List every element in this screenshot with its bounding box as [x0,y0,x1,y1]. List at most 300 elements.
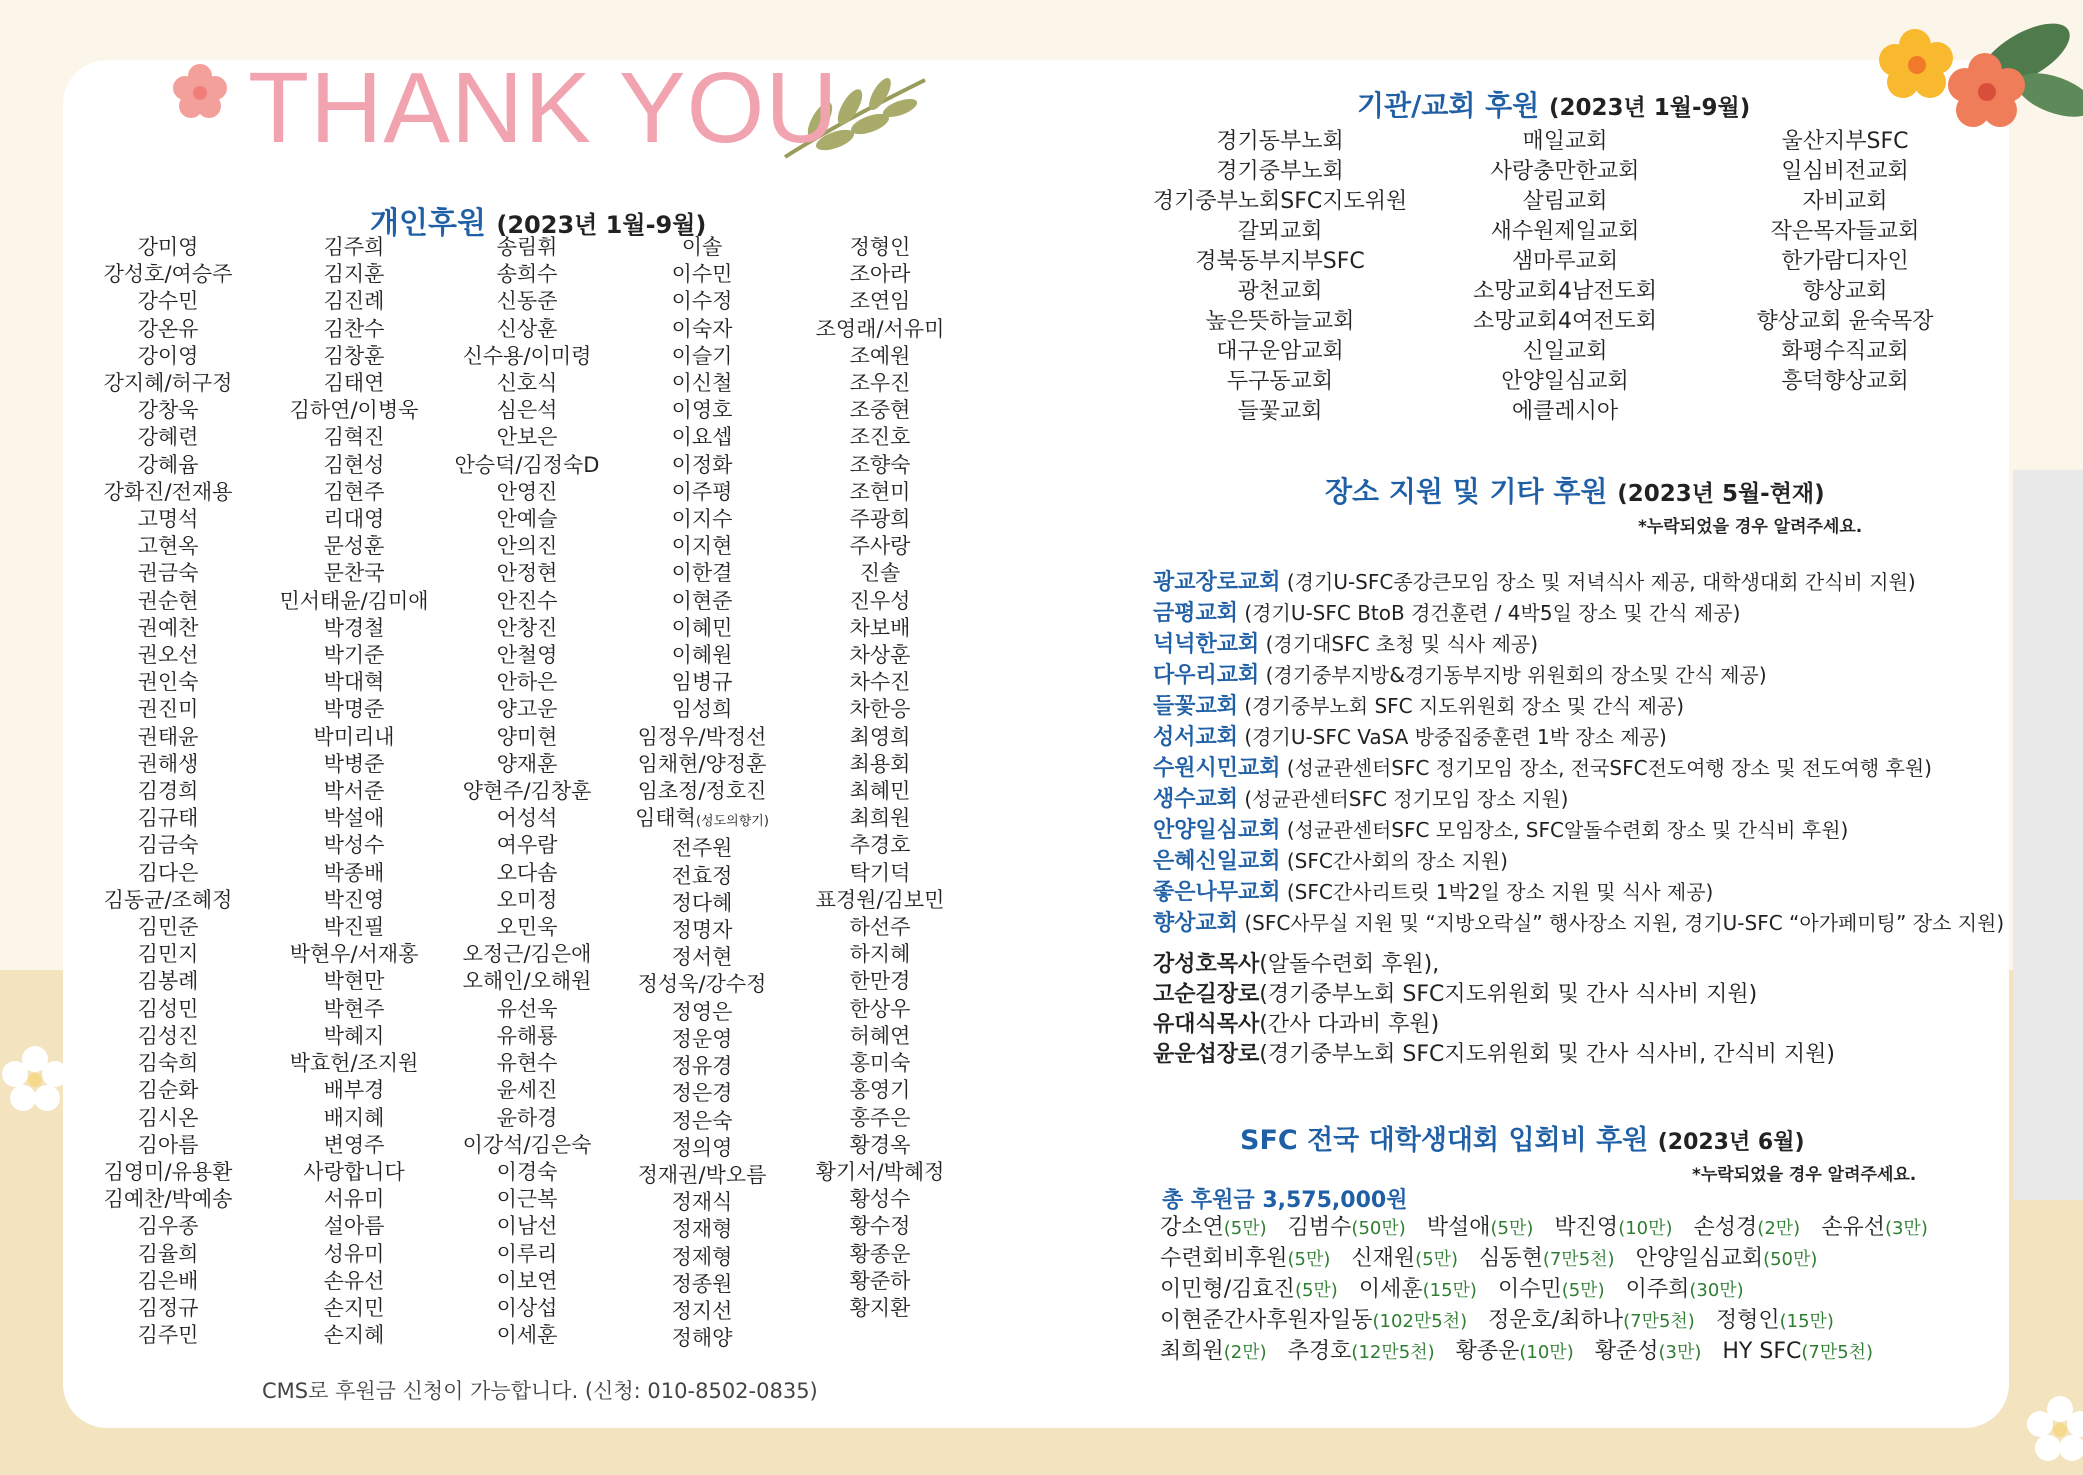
name-item: 이남선 [496,1214,558,1239]
institution-item: 일심비전교회 [1781,159,1909,184]
name-item: 조우진 [849,371,911,396]
name-item: 이지현 [671,534,733,559]
name-item: 이수정 [671,289,733,314]
institution-item: 에클레시아 [1511,399,1619,424]
name-item: 이혜민 [671,615,733,640]
donor-item [1716,1308,1834,1333]
name-item: 김시온 [137,1105,199,1130]
name-item: 김동균/조혜정 [103,887,233,912]
conference-total: 총 후원금 3,575,000원 [1162,1188,1408,1213]
institution-item: 울산지부SFC [1781,129,1909,154]
name-item: 추경호 [849,833,911,858]
name-item: 손유선 [323,1268,385,1293]
name-item: 강온유 [137,316,199,341]
name-item: 정서현 [671,945,733,970]
name-item: 권태윤 [137,724,199,749]
venue-item [1153,815,2004,846]
name-item: 조중현 [849,398,911,423]
person-name: 고순길장로 [1153,982,1260,1007]
donor-name: 황준성 [1594,1339,1659,1364]
venue-church: 수원시민교회 [1153,756,1281,781]
name-item: 하지혜 [849,942,911,967]
venue-item [1153,877,2004,908]
venue-desc: (SFC간사리트릿 1박2일 장소 지원 및 식사 제공) [1286,880,1714,904]
name-item: 배부경 [323,1078,385,1103]
donor-name: 정운호/최하나 [1488,1308,1624,1333]
donor-item [1498,1277,1605,1302]
institution-item: 광천교회 [1237,279,1323,304]
individual-date: (2023년 1월-9월) [496,211,707,239]
institution-item: 흥덕향상교회 [1781,369,1909,394]
name-item: 오정근/김은애 [462,942,592,967]
institution-item: 소망교회4남전도회 [1472,279,1657,304]
donor-item [1288,1215,1406,1240]
name-item: 임초정/정호진 [637,779,767,804]
name-item: 조연임 [849,289,911,314]
donor-name: 박진영 [1554,1215,1619,1240]
name-item: 안의진 [496,534,558,559]
name-item: 김지훈 [323,262,385,287]
venue-church: 다우리교회 [1153,663,1260,688]
name-item: 이신철 [671,371,733,396]
name-item: 강혜윰 [137,452,199,477]
name-item: 강수민 [137,289,199,314]
venue-desc: (경기중부노회 SFC 지도위원회 장소 및 간식 제공) [1244,694,1685,718]
name-item: 임성희 [671,697,733,722]
institution-item: 경기중부노회SFC지도위원 [1152,189,1408,214]
name-item: 김진례 [323,289,385,314]
name-item: 문성훈 [323,534,385,559]
name-item: 박미리내 [313,724,395,749]
name-item: 정종원 [671,1271,733,1296]
institution-item: 갈뫼교회 [1237,219,1323,244]
name-item: 김예찬/박예송 [103,1187,233,1212]
institution-item: 안양일심교회 [1501,369,1629,394]
institution-item: 화평수직교회 [1781,339,1909,364]
name-item: 김순화 [137,1078,199,1103]
name-column-1 [68,234,268,1349]
donor-name: 손유선 [1821,1215,1885,1240]
donor-item [1554,1215,1672,1240]
name-item: 황지환 [849,1295,911,1320]
person-desc: (경기중부노회 SFC지도위원회 및 간사 식사비, 간식비 지원) [1259,1042,1835,1067]
name-item: 김경희 [137,779,199,804]
name-item: 임정우/박정선 [637,724,767,749]
pink-flower-icon [170,62,230,122]
name-item: 권인숙 [137,670,199,695]
name-item: 손지혜 [323,1323,385,1348]
name-item: 윤하경 [496,1105,558,1130]
name-item: 전주원 [671,836,733,861]
institution-item: 소망교회4여전도회 [1472,309,1657,334]
donor-item [1427,1215,1534,1240]
name-item: 오민욱 [496,915,558,940]
donor-name: 이현준간사후원자일동 [1160,1308,1373,1333]
venue-church: 광교장로교회 [1153,570,1281,595]
name-item: 이세훈 [496,1323,558,1348]
name-item: 강창욱 [137,398,199,423]
name-item: 고현옥 [137,534,199,559]
name-item: 김정규 [137,1295,199,1320]
name-item: 강지혜/허구정 [103,371,233,396]
name-item: 윤세진 [496,1078,558,1103]
institution-item: 한가람디자인 [1781,249,1909,274]
institution-item: 경북동부지부SFC [1195,249,1365,274]
individual-support-list [1153,950,1835,1070]
institution-section-title [1357,84,1750,124]
person-desc: (간사 다과비 후원) [1259,1012,1440,1037]
venue-desc: (성균관센터SFC 정기모임 장소, 전국SFC전도여행 장소 및 전도여행 후원) [1286,756,1932,780]
venue-item [1153,629,2004,660]
name-item: 정영은 [671,999,733,1024]
donor-name: 박설애 [1426,1215,1491,1240]
venue-date: (2023년 5월-현재) [1617,481,1825,507]
venue-church: 향상교회 [1153,911,1239,936]
name-item: 김규태 [137,806,199,831]
institution-item: 향상교회 [1802,279,1888,304]
name-item: 이상섭 [496,1295,558,1320]
name-item: 리대영 [323,507,385,532]
name-item: 김우종 [137,1214,199,1239]
name-item: 김성민 [137,996,199,1021]
name-item: 박명준 [323,697,385,722]
name-item: 임병규 [671,670,733,695]
donor-name: 이민형/김효진 [1160,1277,1295,1302]
venue-item [1153,567,2004,598]
donor-amount: (5만) [1294,1280,1338,1301]
name-item: 정해양 [671,1326,733,1351]
name-item: 정의영 [671,1135,733,1160]
donor-amount: (5만) [1561,1280,1605,1301]
name-item: 정성욱/강수정 [637,972,767,997]
institution-item: 높은뜻하늘교회 [1205,309,1355,334]
institution-item: 들꽃교회 [1237,399,1323,424]
name-item: 안승덕/김정숙D [454,452,600,477]
donor-item [1722,1339,1873,1364]
venue-church: 좋은나무교회 [1153,880,1281,905]
venue-desc: (성균관센터SFC 정기모임 장소 지원) [1244,787,1569,811]
name-item: 정유경 [671,1054,733,1079]
donor-name: 손성경 [1693,1215,1758,1240]
donor-amount: (15만) [1779,1311,1834,1332]
name-item: 안보은 [496,425,558,450]
name-item: 성유미 [323,1241,385,1266]
name-item: 김현성 [323,452,385,477]
name-item: 유해룡 [496,1023,558,1048]
donor-name: 김범수 [1287,1215,1352,1240]
name-item: 배지혜 [323,1105,385,1130]
donor-amount: (10만) [1519,1342,1574,1363]
name-item: 강화진/전재용 [103,479,233,504]
individual-title: 개인후원 [370,206,486,241]
name-item: 황준하 [849,1268,911,1293]
name-item: 탁기덕 [849,860,911,885]
name-item: 이솔 [681,235,723,259]
name-item: 황수정 [849,1214,911,1239]
name-item: 조진호 [849,425,911,450]
name-item: 안창진 [496,615,558,640]
venue-church: 안양일심교회 [1153,818,1281,843]
donor-amount: (50만) [1351,1218,1406,1239]
name-item: 정형인 [849,235,911,259]
name-item: 진솔 [859,561,901,586]
donor-amount: (5만) [1287,1249,1331,1270]
name-item: 김현주 [323,479,385,504]
name-item: 문찬국 [323,561,385,586]
name-item: 조예원 [849,343,911,368]
name-item: 박진필 [323,915,385,940]
name-item: 김태연 [323,371,385,396]
name-item: 조아라 [849,262,911,287]
name-item: 박진영 [323,887,385,912]
venue-item [1153,908,2004,939]
name-item: 권오선 [137,643,199,668]
white-flower-icon [0,1045,70,1115]
name-item: 이한결 [671,561,733,586]
name-item: 임채현/양정훈 [637,751,767,776]
name-item: 박설애 [323,806,385,831]
institution-item: 향상교회 윤숙목장 [1756,309,1934,334]
donor-item [1160,1308,1467,1333]
name-item: 김창훈 [323,343,385,368]
venue-omission-note: *누락되었을 경우 알려주세요. [1638,517,1863,537]
institution-item: 경기중부노회 [1216,159,1344,184]
donor-amount: (102만5천) [1372,1311,1468,1332]
conference-title: SFC 전국 대학생대회 입회비 후원 [1240,1125,1649,1156]
name-item: 서유미 [323,1187,385,1212]
institution-column-2 [1420,127,1710,427]
name-item: 강이영 [137,343,199,368]
donor-amount: (2만) [1757,1218,1801,1239]
institution-item: 두구동교회 [1226,369,1334,394]
name-item: 김율희 [137,1241,199,1266]
name-item: 강성호/여승주 [103,262,233,287]
name-item: 황경옥 [849,1132,911,1157]
donor-row [1160,1337,1942,1368]
donor-amount: (3만) [1884,1218,1928,1239]
name-item: 주광희 [849,507,911,532]
venue-church: 금평교회 [1153,601,1239,626]
name-item: 조영래/서유미 [815,316,945,341]
donor-amount: (2만) [1223,1342,1267,1363]
person-desc: (경기중부노회 SFC지도위원회 및 간사 식사비 지원) [1259,982,1758,1007]
venue-desc: (SFC사무실 지원 및 “지방오락실” 행사장소 지원, 경기U-SFC “아가페미팅” 장소 지원) [1244,911,2005,935]
name-item: 차한응 [849,697,911,722]
name-item-text: 임태혁 [635,806,696,831]
donor-item [1160,1246,1330,1271]
name-item: 정재형 [671,1217,733,1242]
donor-name: 심동현 [1479,1246,1543,1271]
name-item: 이슬기 [671,343,733,368]
name-item: 민서태윤/김미애 [279,588,429,613]
donor-name: 정형인 [1715,1308,1780,1333]
name-item: 이혜원 [671,643,733,668]
person-name: 윤운섭장로 [1153,1042,1260,1067]
venue-church: 넉넉한교회 [1153,632,1260,657]
name-item: 한상우 [849,996,911,1021]
venue-desc: (경기대SFC 초청 및 식사 제공) [1265,632,1539,656]
name-item: 이강석/김은숙 [462,1132,592,1157]
venue-church: 들꽃교회 [1153,694,1239,719]
institution-item: 사랑충만한교회 [1490,159,1640,184]
name-item: 이수민 [671,262,733,287]
venue-desc: (경기U-SFC종강큰모임 장소 및 저녁식사 제공, 대학생대회 간식비 지원) [1286,570,1916,594]
venue-desc: (경기U-SFC VaSA 방중집중훈련 1박 장소 제공) [1244,725,1667,749]
donor-name: 최희원 [1160,1339,1224,1364]
donor-row [1160,1306,1942,1337]
venue-item [1153,660,2004,691]
name-item: 이현준 [671,588,733,613]
name-item: 최영희 [849,724,911,749]
name-item: 정제형 [671,1244,733,1269]
donor-item [1160,1277,1338,1302]
donor-name: 안양일심교회 [1635,1246,1764,1271]
name-item: 전효정 [671,863,733,888]
venue-desc: (경기중부지방&경기동부지방 위원회의 장소및 간식 제공) [1265,663,1767,687]
name-item: 박기준 [323,643,385,668]
donor-amount: (5만) [1490,1218,1534,1239]
donor-row [1160,1275,1942,1306]
name-item: 김민지 [137,942,199,967]
donor-amount: (12만5천) [1351,1342,1435,1363]
name-item [602,805,802,835]
name-item: 이보연 [496,1268,558,1293]
name-item: 차상훈 [849,643,911,668]
name-item: 차보배 [849,615,911,640]
donor-amount: (7만5천) [1623,1311,1695,1332]
name-column-5 [780,234,980,1322]
name-item: 김금숙 [137,833,199,858]
donor-name: 강소연 [1160,1215,1224,1240]
donor-item [1160,1215,1267,1240]
name-item: 이요셉 [671,425,733,450]
support-person [1153,950,1835,980]
donor-item [1288,1339,1435,1364]
name-item: 박성수 [323,833,385,858]
name-item: 이숙자 [671,316,733,341]
person-desc: (알돌수련회 후원), [1259,952,1440,977]
venue-item [1153,691,2004,722]
institution-item: 살림교회 [1522,189,1608,214]
donor-amount: (7만5천) [1801,1342,1874,1363]
name-item: 이근복 [496,1187,558,1212]
name-item: 강혜련 [137,425,199,450]
name-item: 안영진 [496,479,558,504]
name-item: 이루리 [496,1241,558,1266]
donor-item [1821,1215,1928,1240]
white-flower-icon [2025,1395,2083,1465]
name-item: 양현주/김창훈 [462,779,592,804]
donor-amount: (30만) [1689,1280,1744,1301]
conference-omission-note: *누락되었을 경우 알려주세요. [1692,1165,1917,1185]
venue-church: 성서교회 [1153,725,1239,750]
name-item: 김아름 [137,1132,199,1157]
name-item: 심은석 [496,398,558,423]
name-item: 이정화 [671,452,733,477]
name-item: 어성석 [496,806,558,831]
conference-date: (2023년 6월) [1657,1130,1805,1155]
name-item: 유현수 [496,1051,558,1076]
name-item: 설아름 [323,1214,385,1239]
name-item: 김민준 [137,915,199,940]
name-item: 권순현 [137,588,199,613]
name-item: 한만경 [849,969,911,994]
institution-item: 매일교회 [1522,129,1608,154]
name-item: 차수진 [849,670,911,695]
name-item: 박현만 [323,969,385,994]
name-item: 김다은 [137,860,199,885]
name-item: 권해생 [137,751,199,776]
institution-item: 대구운암교회 [1216,339,1344,364]
name-item: 황종운 [849,1241,911,1266]
institution-item: 샘마루교회 [1511,249,1619,274]
donor-name: 추경호 [1287,1339,1352,1364]
name-item: 정다혜 [671,890,733,915]
donor-item [1595,1339,1702,1364]
name-item: 정은숙 [671,1108,733,1133]
name-item: 김영미/유용환 [103,1159,233,1184]
donor-item [1488,1308,1695,1333]
institution-date: (2023년 1월-9월) [1549,95,1751,121]
donor-name: 이수민 [1497,1277,1562,1302]
support-person [1153,1040,1835,1070]
name-column-4 [602,234,802,1352]
background-side-strip [2013,470,2083,1200]
name-item: 정명자 [671,918,733,943]
person-name: 유대식목사 [1153,1012,1260,1037]
name-item: 박현우/서재홍 [289,942,419,967]
name-item: 조향숙 [849,452,911,477]
venue-desc: (성균관센터SFC 모임장소, SFC알돌수련회 장소 및 간식비 후원) [1286,818,1849,842]
name-item: 안정현 [496,561,558,586]
name-item: 조현미 [849,479,911,504]
donor-name: 신재원 [1351,1246,1416,1271]
name-item: 주사랑 [849,534,911,559]
name-item: 박현주 [323,996,385,1021]
donor-item [1359,1277,1477,1302]
donor-name: 황종운 [1455,1339,1520,1364]
name-item: 허혜연 [849,1023,911,1048]
venue-church: 생수교회 [1153,787,1239,812]
venue-item [1153,598,2004,629]
donor-name: 이세훈 [1358,1277,1423,1302]
institution-item: 신일교회 [1522,339,1608,364]
name-item: 진우성 [849,588,911,613]
name-item: 정지선 [671,1298,733,1323]
name-item: 정재권/박오름 [637,1162,767,1187]
name-item: 황성수 [849,1187,911,1212]
donor-item [1636,1246,1818,1271]
name-item: 박대혁 [323,670,385,695]
name-item: 홍주은 [849,1105,911,1130]
name-item: 안철영 [496,643,558,668]
donor-item [1160,1339,1267,1364]
name-item: 안예슬 [496,507,558,532]
donor-name: 이주희 [1625,1277,1690,1302]
venue-item [1153,846,2004,877]
venue-desc: (경기U-SFC BtoB 경건훈련 / 4박5일 장소 및 간식 제공) [1244,601,1741,625]
name-item: 신수용/이미령 [462,343,592,368]
conference-section-title [1240,1118,1805,1157]
venue-section-title [1325,470,1825,510]
cms-notice: CMS로 후원금 신청이 가능합니다. (신청: 010-8502-0835) [262,1379,818,1403]
venue-desc: (SFC간사회의 장소 지원) [1286,849,1508,873]
name-item: 양재훈 [496,751,558,776]
name-item: 박종배 [323,860,385,885]
name-item: 손지민 [323,1295,385,1320]
venue-item [1153,784,2004,815]
name-item: 오다솜 [496,860,558,885]
